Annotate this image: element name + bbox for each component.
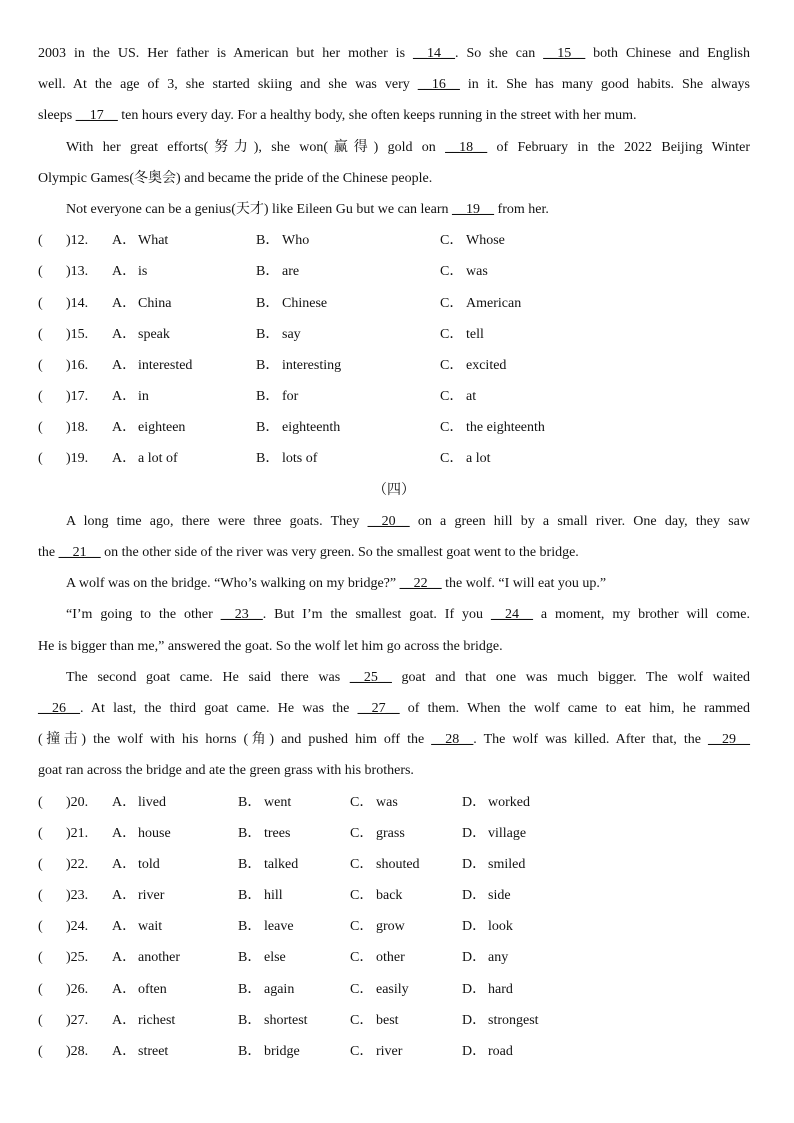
answer-bracket[interactable]: ( — [38, 950, 43, 966]
option-label: A． — [112, 295, 137, 311]
option-text: hard — [488, 981, 513, 997]
option-c — [350, 974, 462, 1005]
answer-blank: __16__ — [417, 77, 460, 93]
passage-line — [38, 69, 750, 100]
option-text: shortest — [264, 1012, 308, 1028]
option-label: B． — [238, 1044, 262, 1059]
option-label: C． — [350, 950, 374, 966]
passage-text: “I’m going to the other — [66, 607, 221, 623]
option-c — [350, 880, 462, 911]
option-a — [112, 319, 256, 350]
option-label: C． — [350, 919, 374, 935]
option-label: A． — [112, 420, 137, 436]
passage-line — [38, 194, 750, 225]
option-a — [112, 880, 238, 911]
option-text: side — [488, 888, 511, 904]
option-label: D． — [462, 888, 487, 904]
option-text: easily — [376, 981, 409, 997]
passage-text: well. At the age of 3, she started skiing and she was very — [38, 77, 418, 93]
option-label: C． — [440, 357, 464, 373]
option-text: China — [138, 295, 172, 311]
option-a — [112, 942, 238, 973]
option-text: else — [264, 950, 286, 966]
option-label: C． — [440, 233, 464, 249]
option-label: B． — [238, 1012, 262, 1028]
question-set-4 — [38, 787, 750, 1068]
option-text: interesting — [282, 357, 342, 373]
option-b — [256, 412, 440, 443]
option-label: C． — [350, 825, 374, 841]
option-a — [112, 1005, 238, 1036]
option-label: C． — [440, 420, 464, 436]
option-a — [112, 381, 256, 412]
option-d — [462, 1036, 513, 1067]
question-number: )18. — [66, 420, 89, 436]
option-c — [440, 319, 484, 350]
option-b — [256, 350, 440, 381]
option-label: B． — [256, 451, 280, 467]
question-row — [38, 974, 750, 1005]
option-c — [350, 849, 462, 880]
question-number: )24. — [66, 919, 89, 935]
answer-blank: __20__ — [367, 513, 410, 529]
question-row — [38, 412, 750, 443]
question-number: )26. — [66, 981, 89, 997]
option-label: D． — [462, 919, 487, 935]
option-c — [440, 256, 488, 287]
passage-text: goat and that one was much bigger. The wolf waited — [391, 669, 750, 685]
passage-text: both Chinese and English — [585, 46, 750, 61]
option-label: A． — [112, 326, 137, 342]
option-text: another — [138, 950, 180, 966]
option-b — [238, 1036, 350, 1067]
question-number: )20. — [66, 794, 89, 810]
option-a — [112, 787, 238, 818]
option-label: C． — [440, 295, 464, 311]
option-b — [238, 880, 350, 911]
passage-text: sleeps — [38, 108, 76, 124]
option-label: C． — [350, 981, 374, 997]
answer-bracket[interactable]: ( — [38, 919, 43, 935]
option-text: look — [488, 919, 513, 935]
option-text: a lot of — [138, 451, 178, 467]
option-c — [350, 942, 462, 973]
option-c — [440, 350, 506, 381]
option-c — [350, 1005, 462, 1036]
option-label: A． — [112, 1012, 137, 1028]
question-number: )13. — [66, 264, 89, 280]
option-c — [350, 1036, 462, 1067]
option-c — [350, 787, 462, 818]
question-row — [38, 256, 750, 287]
answer-blank: __28__ — [431, 732, 474, 748]
option-label: D． — [462, 1012, 487, 1028]
answer-blank: __24__ — [490, 607, 533, 623]
option-d — [462, 818, 526, 849]
question-number: )27. — [66, 1012, 89, 1028]
option-a — [112, 849, 238, 880]
option-text: told — [138, 856, 160, 872]
answer-blank: __15__ — [543, 46, 586, 61]
option-c — [440, 225, 505, 256]
question-number: )21. — [66, 825, 89, 841]
passage-text: He is bigger than me,” answered the goat. So the wolf let him go across the bridge. — [38, 638, 503, 654]
option-a — [112, 225, 256, 256]
option-text: a lot — [466, 451, 491, 467]
question-number: )25. — [66, 950, 89, 966]
option-text: speak — [138, 326, 170, 342]
option-text: interested — [138, 357, 193, 373]
answer-blank: __22__ — [399, 576, 442, 592]
answer-bracket[interactable]: ( — [38, 326, 43, 342]
question-row — [38, 818, 750, 849]
question-number: )12. — [66, 233, 89, 249]
passage-line — [38, 132, 750, 163]
passage-4 — [38, 506, 750, 787]
option-label: A． — [112, 357, 137, 373]
option-a — [112, 412, 256, 443]
option-text: is — [138, 264, 148, 280]
answer-bracket[interactable]: ( — [38, 357, 43, 373]
option-text: Whose — [466, 233, 505, 249]
answer-blank: __18__ — [445, 139, 488, 155]
passage-line — [38, 599, 750, 630]
option-label: B． — [238, 950, 262, 966]
option-text: are — [282, 264, 300, 280]
option-b — [256, 256, 440, 287]
question-number: )28. — [66, 1044, 89, 1059]
option-text: wait — [138, 919, 163, 935]
option-d — [462, 911, 513, 942]
option-c — [440, 412, 545, 443]
passage-text: a moment, my brother will come. — [532, 607, 751, 623]
option-text: for — [282, 389, 299, 405]
option-label: A． — [112, 950, 137, 966]
passage-line — [38, 724, 750, 755]
question-row — [38, 1036, 750, 1067]
passage-line — [38, 755, 750, 786]
answer-blank: __21__ — [58, 545, 101, 560]
option-text: at — [466, 389, 477, 405]
option-text: was — [376, 794, 398, 810]
option-text: shouted — [376, 856, 420, 872]
option-b — [256, 225, 440, 256]
option-label: A． — [112, 1044, 137, 1059]
section-title: （四） — [373, 482, 415, 498]
answer-bracket[interactable]: ( — [38, 295, 43, 311]
option-c — [440, 443, 491, 474]
option-a — [112, 974, 238, 1005]
option-label: B． — [256, 420, 280, 436]
option-label: B． — [256, 233, 280, 249]
option-c — [350, 911, 462, 942]
option-label: A． — [112, 919, 137, 935]
passage-text: 2003 in the US. Her father is American but her mother is — [38, 46, 413, 61]
option-text: back — [376, 888, 403, 904]
option-label: C． — [440, 451, 464, 467]
option-label: A． — [112, 389, 137, 405]
option-text: eighteen — [138, 420, 186, 436]
question-row — [38, 381, 750, 412]
option-text: smiled — [488, 856, 526, 872]
passage-line — [38, 38, 750, 69]
answer-blank: __26__ — [38, 700, 80, 716]
passage-text: on the other side of the river was very green. So the smallest goat went to the bridge. — [100, 545, 579, 560]
question-number: )14. — [66, 295, 89, 311]
answer-blank: __27__ — [357, 700, 400, 716]
option-label: B． — [238, 888, 262, 904]
passage-line — [38, 568, 750, 599]
answer-bracket[interactable]: ( — [38, 233, 43, 249]
option-label: D． — [462, 1044, 487, 1059]
option-text: Chinese — [282, 295, 328, 311]
option-label: B． — [256, 389, 280, 405]
passage-text: (撞击) the wolf with his horns (角) and pushed him off the — [38, 732, 432, 748]
option-text: again — [264, 981, 295, 997]
option-a — [112, 256, 256, 287]
option-text: tell — [466, 326, 484, 342]
option-text: village — [488, 825, 527, 841]
option-d — [462, 974, 513, 1005]
option-label: C． — [350, 888, 374, 904]
question-number: )15. — [66, 326, 89, 342]
option-c — [440, 381, 476, 412]
option-a — [112, 818, 238, 849]
option-a — [112, 911, 238, 942]
option-label: C． — [350, 1012, 374, 1028]
passage-line — [38, 163, 750, 194]
passage-line — [38, 631, 750, 662]
option-label: C． — [350, 794, 374, 810]
option-b — [256, 443, 440, 474]
option-text: Who — [282, 233, 310, 249]
passage-line — [38, 662, 750, 693]
passage-text: the wolf. “I will eat you up.” — [441, 576, 607, 592]
passage-text: . The wolf was killed. After that, the — [473, 732, 708, 748]
option-b — [256, 381, 440, 412]
question-row — [38, 911, 750, 942]
answer-bracket[interactable]: ( — [38, 981, 43, 997]
passage-text: in it. She has many good habits. She always — [459, 77, 750, 93]
option-text: house — [138, 825, 171, 841]
question-row — [38, 225, 750, 256]
passage-line — [38, 537, 750, 568]
option-text: in — [138, 389, 149, 405]
option-b — [238, 787, 350, 818]
option-label: C． — [440, 264, 464, 280]
option-label: B． — [238, 981, 262, 997]
question-number: )22. — [66, 856, 89, 872]
passage-text: goat ran across the bridge and ate the green grass with his brothers. — [38, 763, 414, 779]
question-row — [38, 880, 750, 911]
option-text: any — [488, 950, 509, 966]
option-b — [238, 974, 350, 1005]
exam-page — [38, 38, 750, 1067]
answer-bracket[interactable]: ( — [38, 389, 43, 405]
passage-text: Olympic Games(冬奥会) and became the pride of the Chinese people. — [38, 170, 433, 186]
passage-text: from her. — [494, 201, 549, 217]
option-label: B． — [256, 326, 280, 342]
option-d — [462, 880, 511, 911]
passage-text: the — [38, 545, 59, 560]
option-text: grass — [376, 825, 405, 841]
passage-text: A long time ago, there were three goats. They — [66, 513, 368, 529]
option-b — [238, 1005, 350, 1036]
passage-3 — [38, 38, 750, 225]
option-label: D． — [462, 825, 487, 841]
option-text: other — [376, 950, 405, 966]
passage-text: A wolf was on the bridge. “Who’s walking on my bridge?” — [66, 576, 400, 592]
option-text: worked — [488, 794, 530, 810]
option-b — [238, 911, 350, 942]
option-label: D． — [462, 950, 487, 966]
option-label: A． — [112, 888, 137, 904]
passage-text: . But I’m the smallest goat. If you — [262, 607, 491, 623]
answer-blank: __17__ — [75, 108, 118, 124]
question-number: )19. — [66, 451, 89, 467]
answer-bracket[interactable]: ( — [38, 856, 43, 872]
option-text: grow — [376, 919, 405, 935]
passage-text: on a green hill by a small river. One day, they saw — [409, 513, 750, 529]
answer-bracket[interactable]: ( — [38, 420, 43, 436]
option-text: say — [282, 326, 301, 342]
option-text: eighteenth — [282, 420, 341, 436]
option-text: road — [488, 1044, 513, 1059]
answer-bracket[interactable]: ( — [38, 825, 43, 841]
passage-line — [38, 100, 750, 131]
option-text: leave — [264, 919, 294, 935]
option-label: B． — [256, 357, 280, 373]
option-label: B． — [256, 295, 280, 311]
option-text: best — [376, 1012, 399, 1028]
option-text: American — [466, 295, 522, 311]
option-text: lots of — [282, 451, 318, 467]
answer-blank: __19__ — [452, 201, 495, 217]
passage-text: . At last, the third goat came. He was the — [80, 700, 358, 716]
option-a — [112, 443, 256, 474]
passage-text: of February in the 2022 Beijing Winter — [487, 139, 750, 155]
option-label: B． — [238, 825, 262, 841]
answer-bracket[interactable]: ( — [38, 888, 43, 904]
option-d — [462, 942, 508, 973]
option-text: bridge — [264, 1044, 300, 1059]
option-text: often — [138, 981, 167, 997]
option-label: A． — [112, 794, 137, 810]
option-label: D． — [462, 794, 487, 810]
answer-blank: __23__ — [220, 607, 263, 623]
option-text: went — [264, 794, 292, 810]
option-label: B． — [256, 264, 280, 280]
question-row — [38, 1005, 750, 1036]
question-row — [38, 288, 750, 319]
passage-line — [38, 506, 750, 537]
passage-line — [38, 693, 750, 724]
passage-text: With her great efforts(努力), she won(赢得) gold on — [66, 139, 446, 155]
option-label: D． — [462, 856, 487, 872]
option-label: D． — [462, 981, 487, 997]
question-row — [38, 350, 750, 381]
question-number: )16. — [66, 357, 89, 373]
answer-blank: __29__ — [708, 732, 750, 748]
answer-bracket[interactable]: ( — [38, 1044, 43, 1059]
option-label: B． — [238, 919, 262, 935]
option-c — [350, 818, 462, 849]
passage-text: ten hours every day. For a healthy body, she often keeps running in the street with her mum. — [117, 108, 637, 124]
option-label: C． — [350, 856, 374, 872]
option-label: A． — [112, 233, 137, 249]
answer-bracket[interactable]: ( — [38, 451, 43, 467]
option-text: richest — [138, 1012, 176, 1028]
option-text: lived — [138, 794, 166, 810]
option-a — [112, 1036, 238, 1067]
option-text: What — [138, 233, 169, 249]
option-text: was — [466, 264, 488, 280]
option-label: A． — [112, 981, 137, 997]
answer-bracket[interactable]: ( — [38, 1012, 43, 1028]
option-a — [112, 350, 256, 381]
answer-blank: __14__ — [412, 46, 455, 61]
question-number: )17. — [66, 389, 89, 405]
option-text: trees — [264, 825, 291, 841]
option-label: C． — [440, 326, 464, 342]
option-a — [112, 288, 256, 319]
answer-bracket[interactable]: ( — [38, 264, 43, 280]
option-c — [440, 288, 521, 319]
option-text: talked — [264, 856, 299, 872]
question-row — [38, 319, 750, 350]
option-b — [238, 818, 350, 849]
option-text: street — [138, 1044, 169, 1059]
option-label: C． — [440, 389, 464, 405]
option-label: A． — [112, 264, 137, 280]
option-d — [462, 1005, 539, 1036]
option-d — [462, 849, 525, 880]
passage-text: of them. When the wolf came to eat him, he rammed — [399, 700, 750, 716]
option-text: river — [376, 1044, 403, 1059]
option-label: A． — [112, 825, 137, 841]
option-label: A． — [112, 856, 137, 872]
option-label: B． — [238, 856, 262, 872]
option-text: excited — [466, 357, 507, 373]
option-text: river — [138, 888, 165, 904]
question-row — [38, 942, 750, 973]
option-text: strongest — [488, 1012, 539, 1028]
option-d — [462, 787, 530, 818]
option-label: A． — [112, 451, 137, 467]
option-label: C． — [350, 1044, 374, 1059]
passage-text: The second goat came. He said there was — [66, 669, 350, 685]
option-b — [256, 319, 440, 350]
option-text: the eighteenth — [466, 420, 545, 436]
passage-text: Not everyone can be a genius(天才) like Eileen Gu but we can learn — [66, 201, 453, 217]
passage-text: . So she can — [454, 46, 544, 61]
question-row — [38, 787, 750, 818]
answer-bracket[interactable]: ( — [38, 794, 43, 810]
option-text: hill — [264, 888, 283, 904]
question-row — [38, 849, 750, 880]
question-row — [38, 443, 750, 474]
option-b — [238, 942, 350, 973]
question-number: )23. — [66, 888, 89, 904]
option-b — [256, 288, 440, 319]
option-label: B． — [238, 794, 262, 810]
answer-blank: __25__ — [349, 669, 392, 685]
option-b — [238, 849, 350, 880]
question-set-3 — [38, 225, 750, 475]
